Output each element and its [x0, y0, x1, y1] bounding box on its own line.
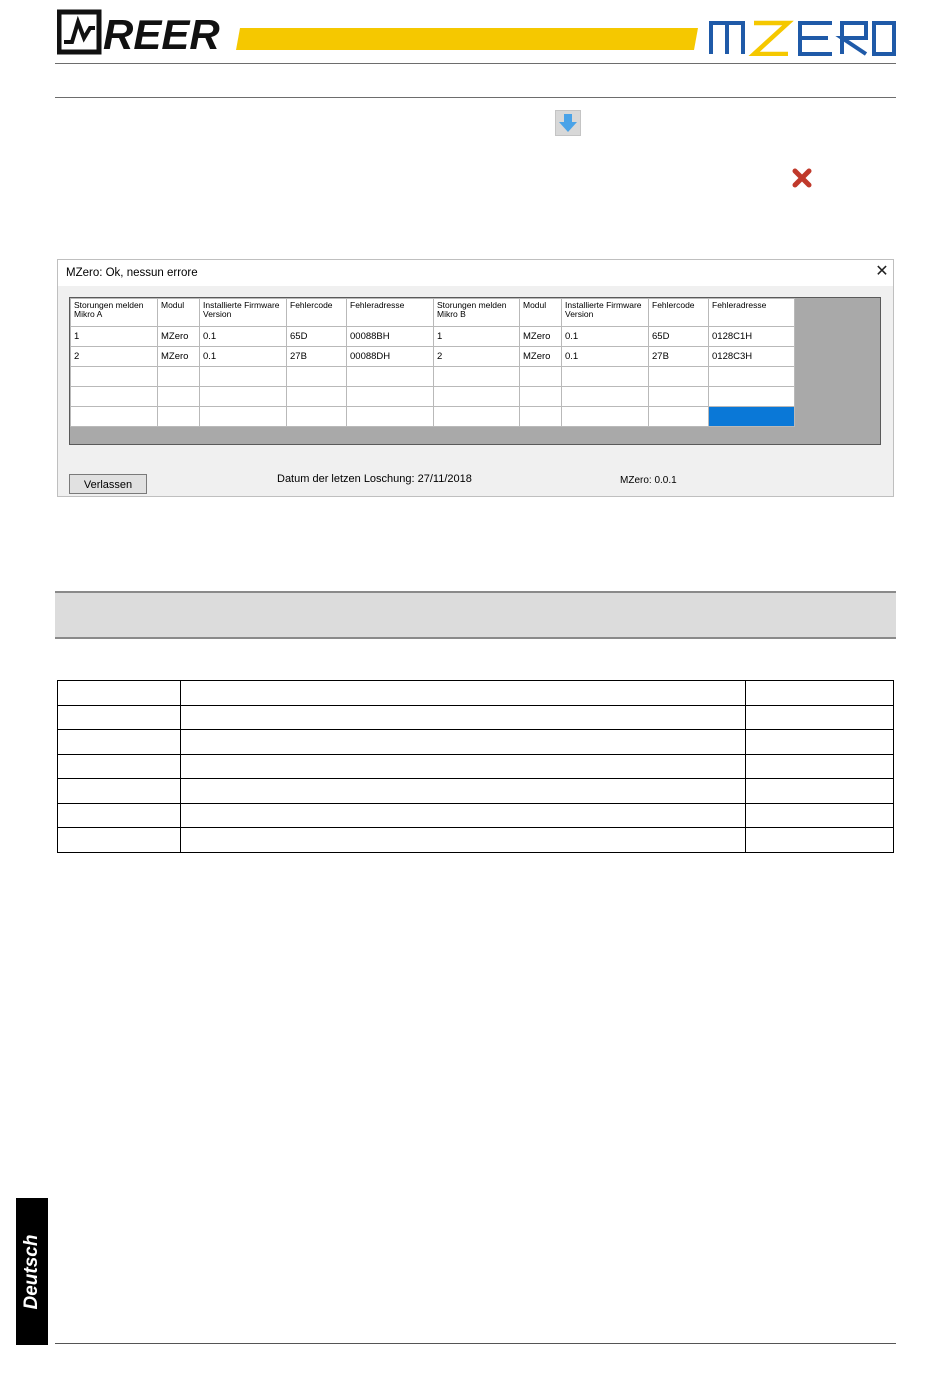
- version-label: MZero: 0.0.1: [620, 475, 677, 486]
- table-cell[interactable]: [562, 407, 649, 427]
- col-header: Fehlercode: [649, 299, 709, 327]
- section-rule: [55, 97, 896, 98]
- table-cell[interactable]: [520, 367, 562, 387]
- table-row[interactable]: [71, 347, 795, 367]
- table-cell: [180, 803, 745, 828]
- error-table-header: [71, 299, 795, 327]
- table-cell: [746, 754, 894, 779]
- table-cell[interactable]: [709, 367, 795, 387]
- reer-logo-text: REER: [103, 11, 220, 56]
- table-cell[interactable]: [347, 387, 434, 407]
- table-cell[interactable]: [649, 407, 709, 427]
- table-cell: [180, 730, 745, 755]
- table-cell: [746, 803, 894, 828]
- table-cell[interactable]: [434, 367, 520, 387]
- table-cell[interactable]: [71, 387, 158, 407]
- table-cell[interactable]: [649, 387, 709, 407]
- table-row[interactable]: [71, 407, 795, 427]
- table-row: [58, 705, 894, 730]
- table-cell[interactable]: 0128C1H: [709, 327, 795, 347]
- table-cell: [746, 705, 894, 730]
- col-header: Storungen melden Mikro A: [71, 299, 158, 327]
- table-cell[interactable]: 65D: [649, 327, 709, 347]
- table-cell[interactable]: [347, 407, 434, 427]
- reer-logo: [57, 8, 233, 56]
- header-rule: [55, 63, 896, 64]
- table-cell: [180, 828, 745, 853]
- table-cell[interactable]: MZero: [158, 327, 200, 347]
- mzero-logo: [708, 20, 896, 56]
- table-row: [58, 754, 894, 779]
- table-cell[interactable]: 00088BH: [347, 327, 434, 347]
- error-grid: [69, 297, 881, 445]
- table-cell: [746, 828, 894, 853]
- col-header: Fehleradresse: [347, 299, 434, 327]
- table-cell[interactable]: [200, 387, 287, 407]
- error-log-dialog: [57, 259, 894, 497]
- table-cell: [746, 681, 894, 706]
- table-cell[interactable]: MZero: [520, 347, 562, 367]
- red-x-icon: [790, 166, 814, 190]
- dialog-title: MZero: Ok, nessun errore: [66, 267, 198, 279]
- col-header: Storungen melden Mikro B: [434, 299, 520, 327]
- col-header: Fehlercode: [287, 299, 347, 327]
- table-cell[interactable]: 0.1: [200, 327, 287, 347]
- table-cell[interactable]: [562, 387, 649, 407]
- exit-button[interactable]: Verlassen: [69, 474, 147, 494]
- table-cell[interactable]: [649, 367, 709, 387]
- table-cell: [180, 705, 745, 730]
- table-cell[interactable]: [287, 407, 347, 427]
- table-cell[interactable]: 2: [434, 347, 520, 367]
- mzero-logo-text: MZERO: [708, 20, 712, 21]
- table-cell[interactable]: [520, 407, 562, 427]
- table-cell[interactable]: [71, 367, 158, 387]
- table-cell[interactable]: [434, 387, 520, 407]
- table-cell[interactable]: 1: [434, 327, 520, 347]
- table-cell[interactable]: [287, 367, 347, 387]
- last-clear-date: Datum der letzen Loschung: 27/11/2018: [277, 473, 472, 485]
- dialog-titlebar: [58, 260, 893, 286]
- table-cell[interactable]: MZero: [520, 327, 562, 347]
- table-cell: [746, 779, 894, 804]
- table-cell[interactable]: [434, 407, 520, 427]
- table-cell[interactable]: [287, 387, 347, 407]
- table-cell: [746, 730, 894, 755]
- table-cell[interactable]: [71, 407, 158, 427]
- table-cell[interactable]: [520, 387, 562, 407]
- table-cell[interactable]: [709, 387, 795, 407]
- table-cell: [58, 705, 181, 730]
- table-row[interactable]: [71, 387, 795, 407]
- col-header: Modul: [520, 299, 562, 327]
- table-row: [58, 828, 894, 853]
- table-cell[interactable]: 0.1: [562, 347, 649, 367]
- col-header: Installierte Firmware Version: [562, 299, 649, 327]
- table-cell: [180, 779, 745, 804]
- table-cell: [180, 754, 745, 779]
- table-cell[interactable]: 27B: [649, 347, 709, 367]
- table-cell: [58, 779, 181, 804]
- table-row: [58, 779, 894, 804]
- col-header: Installierte Firmware Version: [200, 299, 287, 327]
- table-cell: [180, 681, 745, 706]
- table-cell[interactable]: MZero: [158, 347, 200, 367]
- table-row: [58, 803, 894, 828]
- table-row: [58, 681, 894, 706]
- table-cell[interactable]: 1: [71, 327, 158, 347]
- table-cell: [58, 730, 181, 755]
- col-header: Fehleradresse: [709, 299, 795, 327]
- table-cell[interactable]: 0.1: [200, 347, 287, 367]
- table-cell: [58, 828, 181, 853]
- language-tab: [16, 1198, 48, 1345]
- table-row: [58, 730, 894, 755]
- empty-table: [57, 680, 894, 853]
- table-cell[interactable]: [158, 407, 200, 427]
- table-cell: [58, 803, 181, 828]
- table-cell[interactable]: [200, 367, 287, 387]
- table-cell[interactable]: 00088DH: [347, 347, 434, 367]
- table-cell: [58, 681, 181, 706]
- arrow-down-icon: [555, 110, 581, 136]
- table-cell[interactable]: [158, 367, 200, 387]
- language-tab-label: Deutsch: [21, 1234, 42, 1309]
- error-table: [70, 298, 795, 427]
- close-icon[interactable]: ✕: [875, 263, 889, 280]
- table-cell[interactable]: 27B: [287, 347, 347, 367]
- table-cell[interactable]: [200, 407, 287, 427]
- section-band: [55, 591, 896, 639]
- table-cell[interactable]: [347, 367, 434, 387]
- table-cell: [58, 754, 181, 779]
- footer-rule: [55, 1343, 896, 1344]
- selected-cell[interactable]: [709, 407, 795, 427]
- table-cell[interactable]: 65D: [287, 327, 347, 347]
- table-row[interactable]: [71, 327, 795, 347]
- table-cell[interactable]: 2: [71, 347, 158, 367]
- table-row[interactable]: [71, 367, 795, 387]
- table-cell[interactable]: [562, 367, 649, 387]
- col-header: Modul: [158, 299, 200, 327]
- table-cell[interactable]: 0128C3H: [709, 347, 795, 367]
- header-yellow-bar: [236, 28, 698, 50]
- table-cell[interactable]: [158, 387, 200, 407]
- table-cell[interactable]: 0.1: [562, 327, 649, 347]
